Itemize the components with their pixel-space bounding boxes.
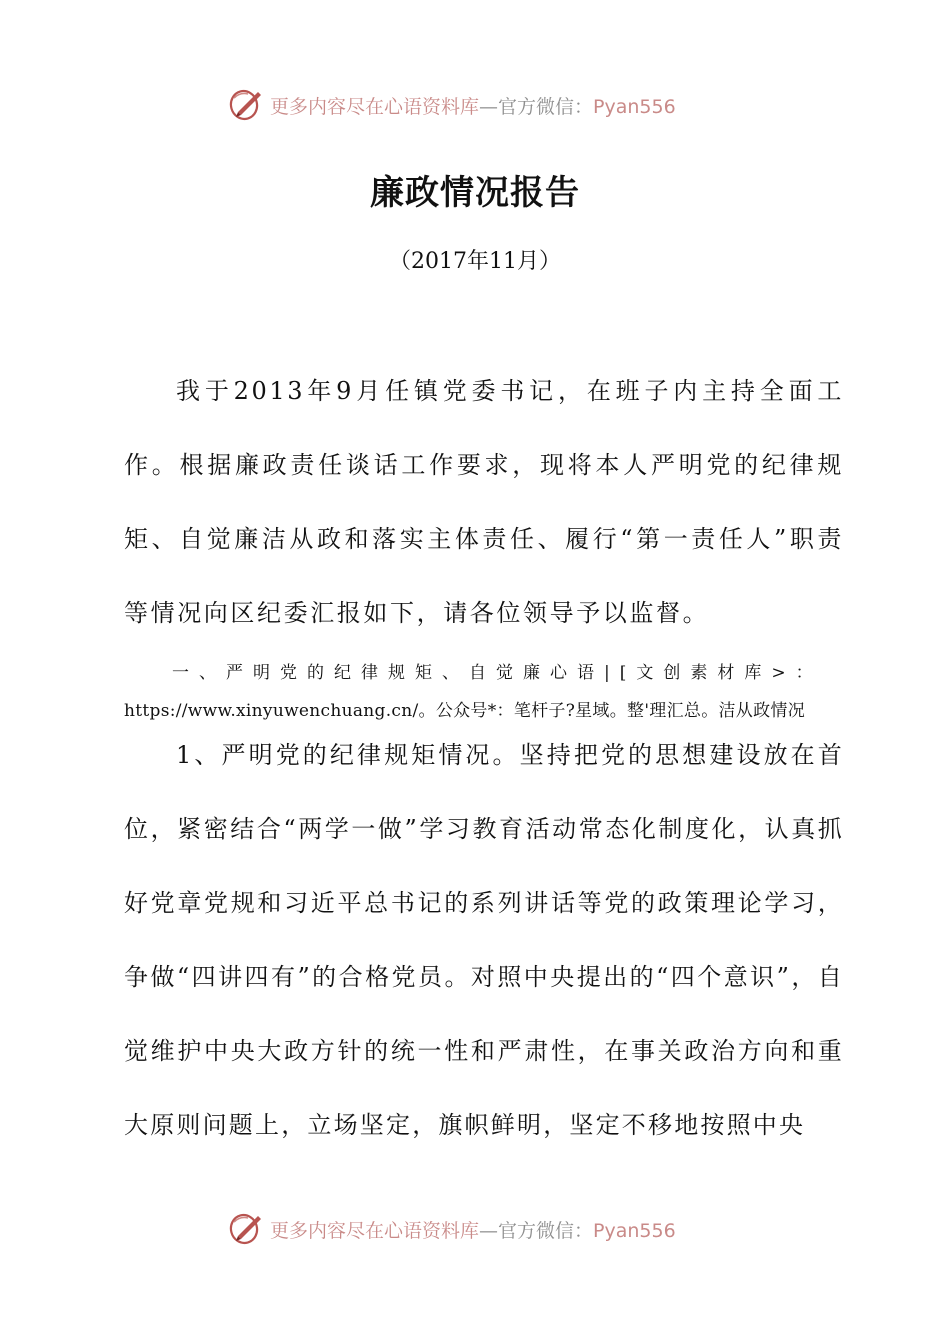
paragraph-intro: 我于2013年9月任镇党委书记，在班子内主持全面工作。根据廉政责任谈话工作要求，现将本人严明党的纪律规矩、自觉廉洁从政和落实主体责任、履行“第一责任人”职责等情况向区纪委汇报如下，请各位领导予以监督。 [124, 377, 844, 627]
paragraph-discipline: 1、严明党的纪律规矩情况。坚持把党的思想建设放在首位，紧密结合“两学一做”学习教育活动常态化制度化，认真抓好党章党规和习近平总书记的系列讲话等党的政策理论学习，争做“四讲四有”的合格党员。对照中央提出的“四个意识”，自觉维护中央大政方针的统一性和严肃性，在事关政治方向和重大原则问题上，立场坚定，旗帜鲜明，坚定不移地按照中央 [124, 741, 844, 1139]
pen-logo-icon [228, 86, 266, 122]
watermark-library: 更多内容尽在心语资料库 [270, 1220, 480, 1242]
header-watermark [0, 84, 950, 124]
watermark-dash: — [479, 96, 499, 118]
inserted-url: https://www.xinyuwenchuang.cn/ [124, 701, 419, 721]
inserted-heading: 一、严明党的纪律规矩、自觉廉心语|[文创素材库>： [172, 663, 823, 683]
footer-watermark [0, 1208, 950, 1248]
document-title: 廉政情况报告 [370, 173, 580, 213]
watermark-text [270, 1216, 676, 1243]
watermark-wechat-label: 官方微信： [498, 1220, 594, 1242]
watermark-wechat-id: Pyan556 [593, 96, 676, 118]
watermark-wechat-label: 官方微信： [498, 96, 594, 118]
watermark-library: 更多内容尽在心语资料库 [270, 96, 480, 118]
pen-logo-icon [228, 1210, 266, 1246]
document-date: （2017年11月） [389, 249, 561, 274]
inserted-tail: 。公众号*：笔杆子?星域。整'理汇总。洁从政情况 [418, 701, 806, 721]
watermark-dash: — [479, 1220, 499, 1242]
watermark-wechat-id: Pyan556 [593, 1220, 676, 1242]
watermark-text [270, 92, 676, 119]
